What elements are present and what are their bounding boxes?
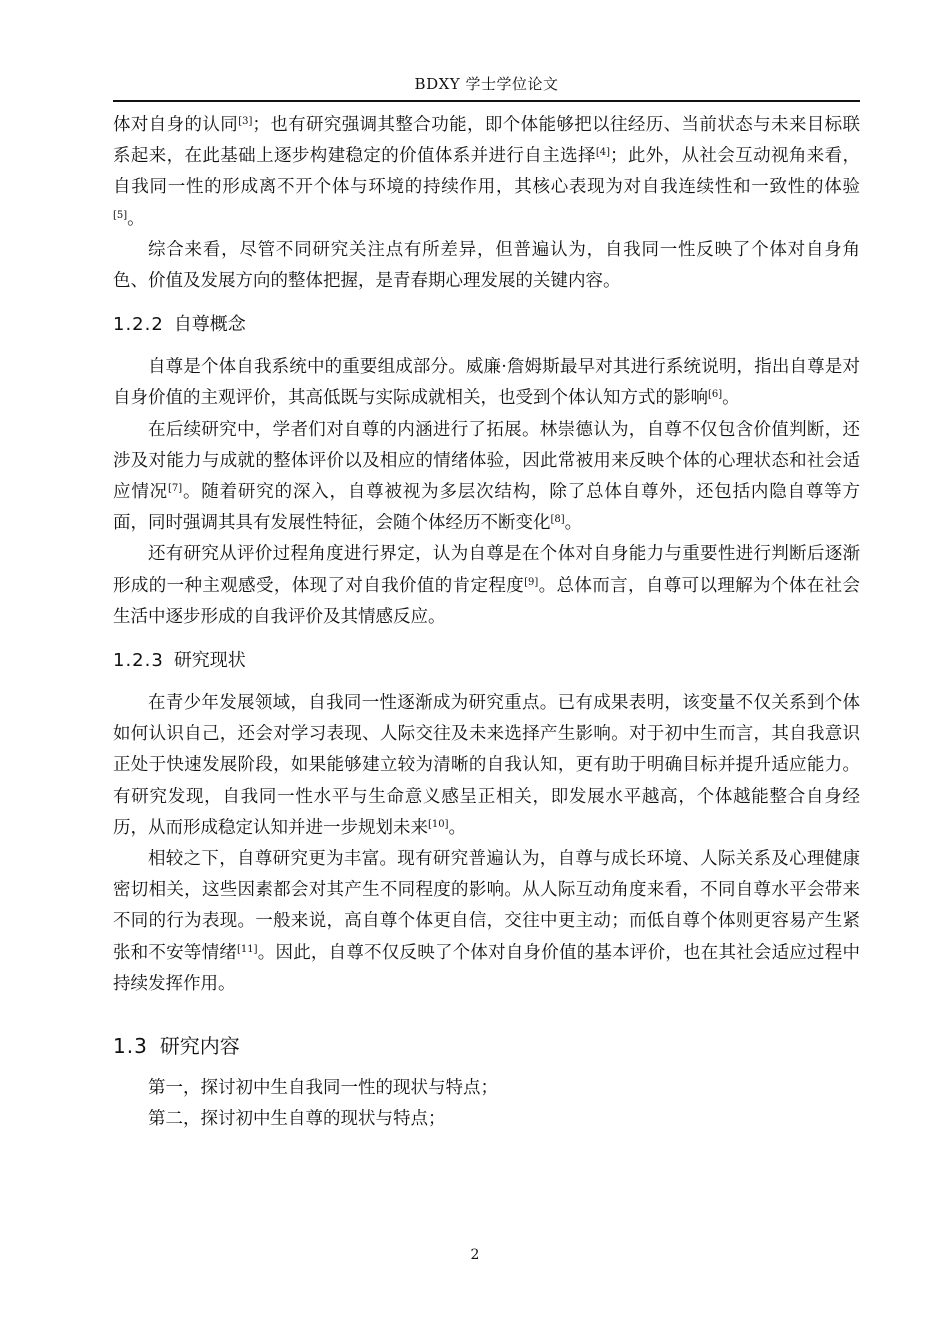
paragraph-text: 相较之下，自尊研究更为丰富。现有研究普遍认为，自尊与成长环境、人际关系及心理健康密切相关，这些因素都会对其产生不同程度的影响。从人际互动角度来看，不同自尊水平会带来不同的行为表现。一般来说，高自尊个体更自信，交往中更主动；而低自尊个体则更容易产生紧张和不安等情绪 bbox=[113, 849, 860, 963]
subsection-heading bbox=[113, 310, 860, 340]
paragraph-text: 。因此，自尊不仅反映了个体对自身价值的基本评价，也在其社会适应过程中持续发挥作用。 bbox=[113, 942, 860, 994]
body-paragraph bbox=[113, 1073, 860, 1104]
paragraph-text: 。 bbox=[127, 208, 145, 229]
body-paragraph bbox=[113, 110, 860, 235]
citation-ref: [6] bbox=[708, 389, 723, 401]
heading-title: 研究内容 bbox=[159, 1034, 240, 1059]
heading-title: 自尊概念 bbox=[173, 314, 246, 336]
citation-ref: [8] bbox=[550, 514, 565, 526]
paragraph-text: 。 bbox=[564, 513, 583, 534]
heading-number: 1.2.2 bbox=[113, 314, 164, 336]
paragraph-text: 第二，探讨初中生自尊的现状与特点； bbox=[148, 1109, 446, 1130]
page-body bbox=[113, 110, 860, 1135]
running-header: BDXY 学士学位论文 bbox=[414, 75, 559, 93]
paragraph-text: ；此外，从社会互动视角来看，自我同一性的形成离不开个体与环境的持续作用，其核心表现为对自我连续性和一致性的体验 bbox=[113, 146, 861, 198]
paragraph-text: 体对自身的认同 bbox=[113, 115, 239, 135]
body-paragraph bbox=[113, 415, 860, 540]
paragraph-text: 综合来看，尽管不同研究关注点有所差异，但普遍认为，自我同一性反映了个体对自身角色、价值及发展方向的整体把握，是青春期心理发展的关键内容。 bbox=[113, 239, 860, 292]
body-paragraph bbox=[113, 688, 860, 844]
citation-ref: [11] bbox=[237, 943, 258, 955]
paragraph-text: 在后续研究中，学者们对自尊的内涵进行了拓展。林崇德认为，自尊不仅包含价值判断，还涉及对能力与成就的整体评价以及相应的情绪体验，因此常被用来反映个体的心理状态和社会适应情况 bbox=[113, 419, 860, 503]
paragraph-text: ；也有研究强调其整合功能，即个体能够把以往经历、当前状态与未来目标联系起来，在此基础上逐步构建稳定的价值体系并进行自主选择 bbox=[113, 115, 861, 167]
subsection-heading bbox=[113, 646, 860, 676]
paragraph-text: 自尊是个体自我系统中的重要组成部分。威廉·詹姆斯最早对其进行系统说明，指出自尊是对自身价值的主观评价，其高低既与实际成就相关，也受到个体认知方式的影响 bbox=[113, 357, 860, 409]
paragraph-text: 。总体而言，自尊可以理解为个体在社会生活中逐步形成的自我评价及其情感反应。 bbox=[113, 575, 861, 627]
paragraph-text: 。随着研究的深入，自尊被视为多层次结构，除了总体自尊外，还包括内隐自尊等方面，同时强调其具有发展性特征，会随个体经历不断变化 bbox=[113, 482, 861, 534]
body-paragraph bbox=[113, 539, 860, 633]
citation-ref: [5] bbox=[113, 209, 128, 221]
paragraph-text: 第一，探讨初中生自我同一性的现状与特点； bbox=[148, 1078, 498, 1099]
citation-ref: [4] bbox=[595, 147, 611, 159]
heading-number: 1.3 bbox=[113, 1034, 148, 1059]
body-paragraph bbox=[113, 844, 860, 1000]
paragraph-text: 。 bbox=[448, 817, 467, 838]
citation-ref: [10] bbox=[428, 818, 449, 830]
body-paragraph bbox=[113, 352, 860, 414]
citation-ref: [3] bbox=[238, 116, 253, 127]
citation-ref: [7] bbox=[167, 483, 183, 495]
paragraph-text: 。 bbox=[722, 388, 740, 409]
paragraph-text: 还有研究从评价过程角度进行界定，认为自尊是在个体对自身能力与重要性进行判断后逐渐形成的一种主观感受，体现了对自我价值的肯定程度 bbox=[113, 544, 860, 596]
body-paragraph bbox=[113, 235, 860, 297]
header-rule bbox=[113, 100, 860, 102]
paragraph-text: 在青少年发展领域，自我同一性逐渐成为研究重点。已有成果表明，该变量不仅关系到个体如何认识自己，还会对学习表现、人际交往及未来选择产生影响。对于初中生而言，其自我意识正处于快速发展阶段，如果能够建立较为清晰的自我认知，更有助于明确目标并提升适应能力。有研究发现，自我同一性水平与生命意义感呈正相关，即发展水平越高，个体越能整合自身经历，从而形成稳定认知并进一步规划未来 bbox=[113, 693, 860, 838]
heading-number: 1.2.3 bbox=[113, 650, 164, 672]
citation-ref: [9] bbox=[524, 576, 539, 588]
heading-title: 研究现状 bbox=[173, 650, 246, 672]
page-number: 2 bbox=[470, 1247, 480, 1263]
section-heading bbox=[113, 1028, 860, 1064]
body-paragraph bbox=[113, 1104, 860, 1135]
